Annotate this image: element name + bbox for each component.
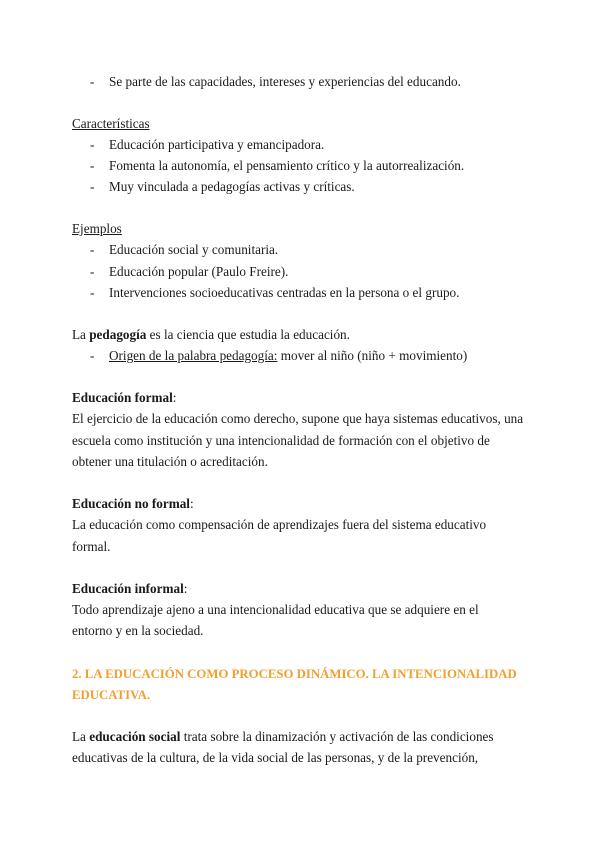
heading-text: Educación formal — [72, 390, 173, 405]
text-span: trata sobre la dinamización y activación de las condiciones — [180, 729, 494, 744]
paragraph-line — [72, 729, 494, 745]
paragraph-line: Todo aprendizaje ajeno a una intencionalidad educativa que se adquiere en el — [72, 602, 479, 617]
heading-colon: : — [189, 496, 194, 511]
bullet-dash: - — [90, 264, 95, 279]
heading-colon: : — [183, 581, 188, 596]
term-educacion-social: educación social — [89, 729, 181, 744]
list-item-text: Educación participativa y emancipadora. — [109, 137, 325, 152]
heading-educacion-informal — [72, 581, 187, 597]
heading-text: Educación no formal — [72, 496, 190, 511]
bullet-dash: - — [90, 74, 95, 89]
list-item-text: Educación social y comunitaria. — [109, 242, 279, 257]
heading-text: Educación informal — [72, 581, 184, 596]
list-item-text: Intervenciones socioeducativas centradas en la persona o el grupo. — [109, 285, 460, 300]
paragraph-line: La educación como compensación de aprendizajes fuera del sistema educativo — [72, 517, 487, 532]
origin-text: mover al niño (niño + movimiento) — [277, 348, 468, 363]
heading-colon: : — [172, 390, 177, 405]
section-heading-2: 2. LA EDUCACIÓN COMO PROCESO DINÁMICO. LA INTENCIONALIDAD — [72, 667, 517, 681]
section-heading-2-cont: EDUCATIVA. — [72, 688, 151, 702]
text-span: es la ciencia que estudia la educación. — [146, 327, 350, 342]
text-span: La — [72, 729, 90, 744]
list-item-text: Muy vinculada a pedagogías activas y críticas. — [109, 179, 355, 194]
origin-label: Origen de la palabra pedagogía: — [109, 348, 278, 363]
bullet-dash: - — [90, 348, 95, 363]
list-item-text: Fomenta la autonomía, el pensamiento crítico y la autorrealización. — [109, 158, 465, 173]
heading-educacion-formal — [72, 390, 176, 406]
paragraph-line: El ejercicio de la educación como derecho, supone que haya sistemas educativos, una — [72, 411, 524, 426]
section-title-caracteristicas: Características — [72, 116, 150, 131]
paragraph-pedagogia — [72, 327, 350, 343]
heading-educacion-no-formal — [72, 496, 194, 512]
paragraph-line: formal. — [72, 539, 111, 554]
bullet-dash: - — [90, 158, 95, 173]
bullet-dash: - — [90, 285, 95, 300]
bullet-dash: - — [90, 179, 95, 194]
section-title-ejemplos: Ejemplos — [72, 221, 122, 236]
list-item-text — [109, 348, 467, 364]
paragraph-line: obtener una titulación o acreditación. — [72, 454, 268, 469]
bullet-dash: - — [90, 242, 95, 257]
list-item-text: Educación popular (Paulo Freire). — [109, 264, 289, 279]
list-item-text: Se parte de las capacidades, intereses y experiencias del educando. — [109, 74, 461, 89]
bullet-dash: - — [90, 137, 95, 152]
paragraph-line: escuela como institución y una intencionalidad de formación con el objetivo de — [72, 433, 490, 448]
paragraph-line: entorno y en la sociedad. — [72, 623, 204, 638]
paragraph-line: educativas de la cultura, de la vida social de las personas, y de la prevención, — [72, 750, 479, 765]
term-pedagogia: pedagogía — [89, 327, 147, 342]
text-span: La — [72, 327, 90, 342]
